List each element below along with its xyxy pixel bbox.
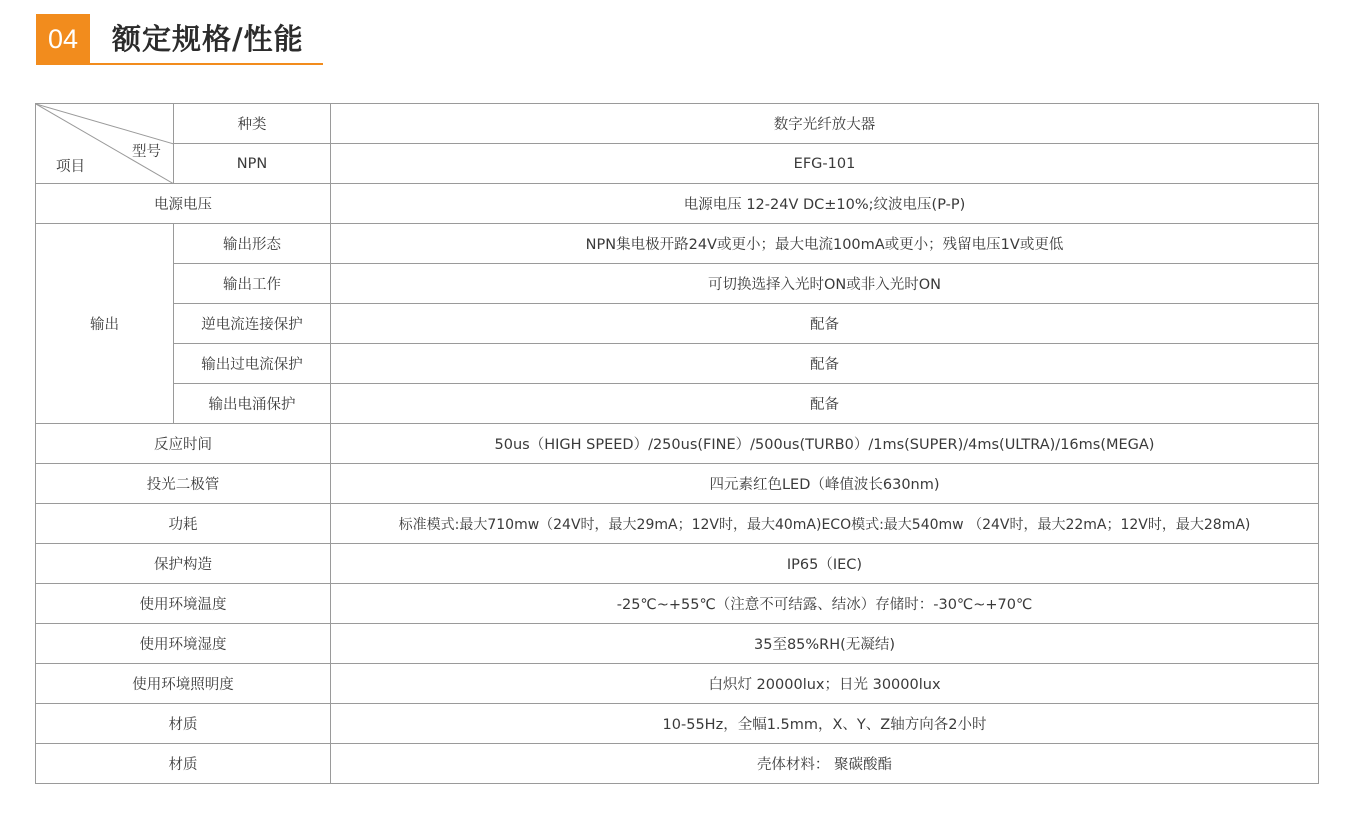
output-sub-value: 配备 (331, 384, 1319, 424)
spec-value: 10-55Hz，全幅1.5mm，X、Y、Z轴方向各2小时 (331, 704, 1319, 744)
output-sub-label: 输出工作 (174, 264, 331, 304)
table-row (36, 544, 1319, 584)
title-underline (36, 63, 323, 65)
output-group-label: 输出 (36, 224, 174, 424)
spec-value: 壳体材料： 聚碳酸酯 (331, 744, 1319, 784)
table-row (36, 464, 1319, 504)
corner-model-label: 型号 (132, 144, 161, 160)
power-value: 电源电压 12-24V DC±10%;纹波电压(P-P) (331, 184, 1319, 224)
spec-label: 使用环境照明度 (36, 664, 331, 704)
output-sub-value: 可切换选择入光时ON或非入光时ON (331, 264, 1319, 304)
spec-value: IP65（IEC) (331, 544, 1319, 584)
output-sub-label: 输出过电流保护 (174, 344, 331, 384)
table-row-output (36, 304, 1319, 344)
corner-item-label: 项目 (56, 159, 85, 175)
spec-label: 材质 (36, 744, 331, 784)
spec-label: 使用环境温度 (36, 584, 331, 624)
table-row (36, 584, 1319, 624)
output-sub-label: 逆电流连接保护 (174, 304, 331, 344)
spec-label: 反应时间 (36, 424, 331, 464)
section-number-badge: 04 (36, 14, 90, 64)
output-sub-label: 输出形态 (174, 224, 331, 264)
spec-table (35, 103, 1319, 784)
table-row-output (36, 264, 1319, 304)
spec-label: 保护构造 (36, 544, 331, 584)
npn-value: EFG-101 (331, 144, 1319, 184)
spec-value: 50us（HIGH SPEED）/250us(FINE）/500us(TURB0）/1ms(SUPER)/4ms(ULTRA)/16ms(MEGA) (331, 424, 1319, 464)
spec-value: 白炽灯 20000lux；日光 30000lux (331, 664, 1319, 704)
output-sub-value: NPN集电极开路24V或更小；最大电流100mA或更小；残留电压1V或更低 (331, 224, 1319, 264)
spec-label: 投光二极管 (36, 464, 331, 504)
type-value: 数字光纤放大器 (331, 104, 1319, 144)
table-row-output (36, 384, 1319, 424)
type-label: 种类 (174, 104, 331, 144)
table-row-output (36, 344, 1319, 384)
table-row (36, 704, 1319, 744)
section-title: 额定规格/性能 (112, 22, 304, 56)
table-row-npn (36, 144, 1319, 184)
spec-value: 标准模式:最大710mw（24V时，最大29mA；12V时，最大40mA)ECO模式:最大540mw （24V时，最大22mA；12V时，最大28mA) (331, 504, 1319, 544)
table-row-output (36, 224, 1319, 264)
table-row (36, 424, 1319, 464)
output-sub-label: 输出电涌保护 (174, 384, 331, 424)
spec-label: 材质 (36, 704, 331, 744)
spec-value: -25℃~+55℃（注意不可结露、结冰）存储时：-30℃~+70℃ (331, 584, 1319, 624)
output-sub-value: 配备 (331, 304, 1319, 344)
output-sub-value: 配备 (331, 344, 1319, 384)
table-row (36, 624, 1319, 664)
table-row-power (36, 184, 1319, 224)
npn-label: NPN (174, 144, 331, 184)
corner-header-cell (36, 104, 174, 184)
table-row (36, 504, 1319, 544)
spec-value: 35至85%RH(无凝结) (331, 624, 1319, 664)
spec-label: 使用环境湿度 (36, 624, 331, 664)
power-label: 电源电压 (36, 184, 331, 224)
table-row (36, 664, 1319, 704)
spec-label: 功耗 (36, 504, 331, 544)
spec-value: 四元素红色LED（峰值波长630nm) (331, 464, 1319, 504)
table-row (36, 744, 1319, 784)
table-row-type (36, 104, 1319, 144)
